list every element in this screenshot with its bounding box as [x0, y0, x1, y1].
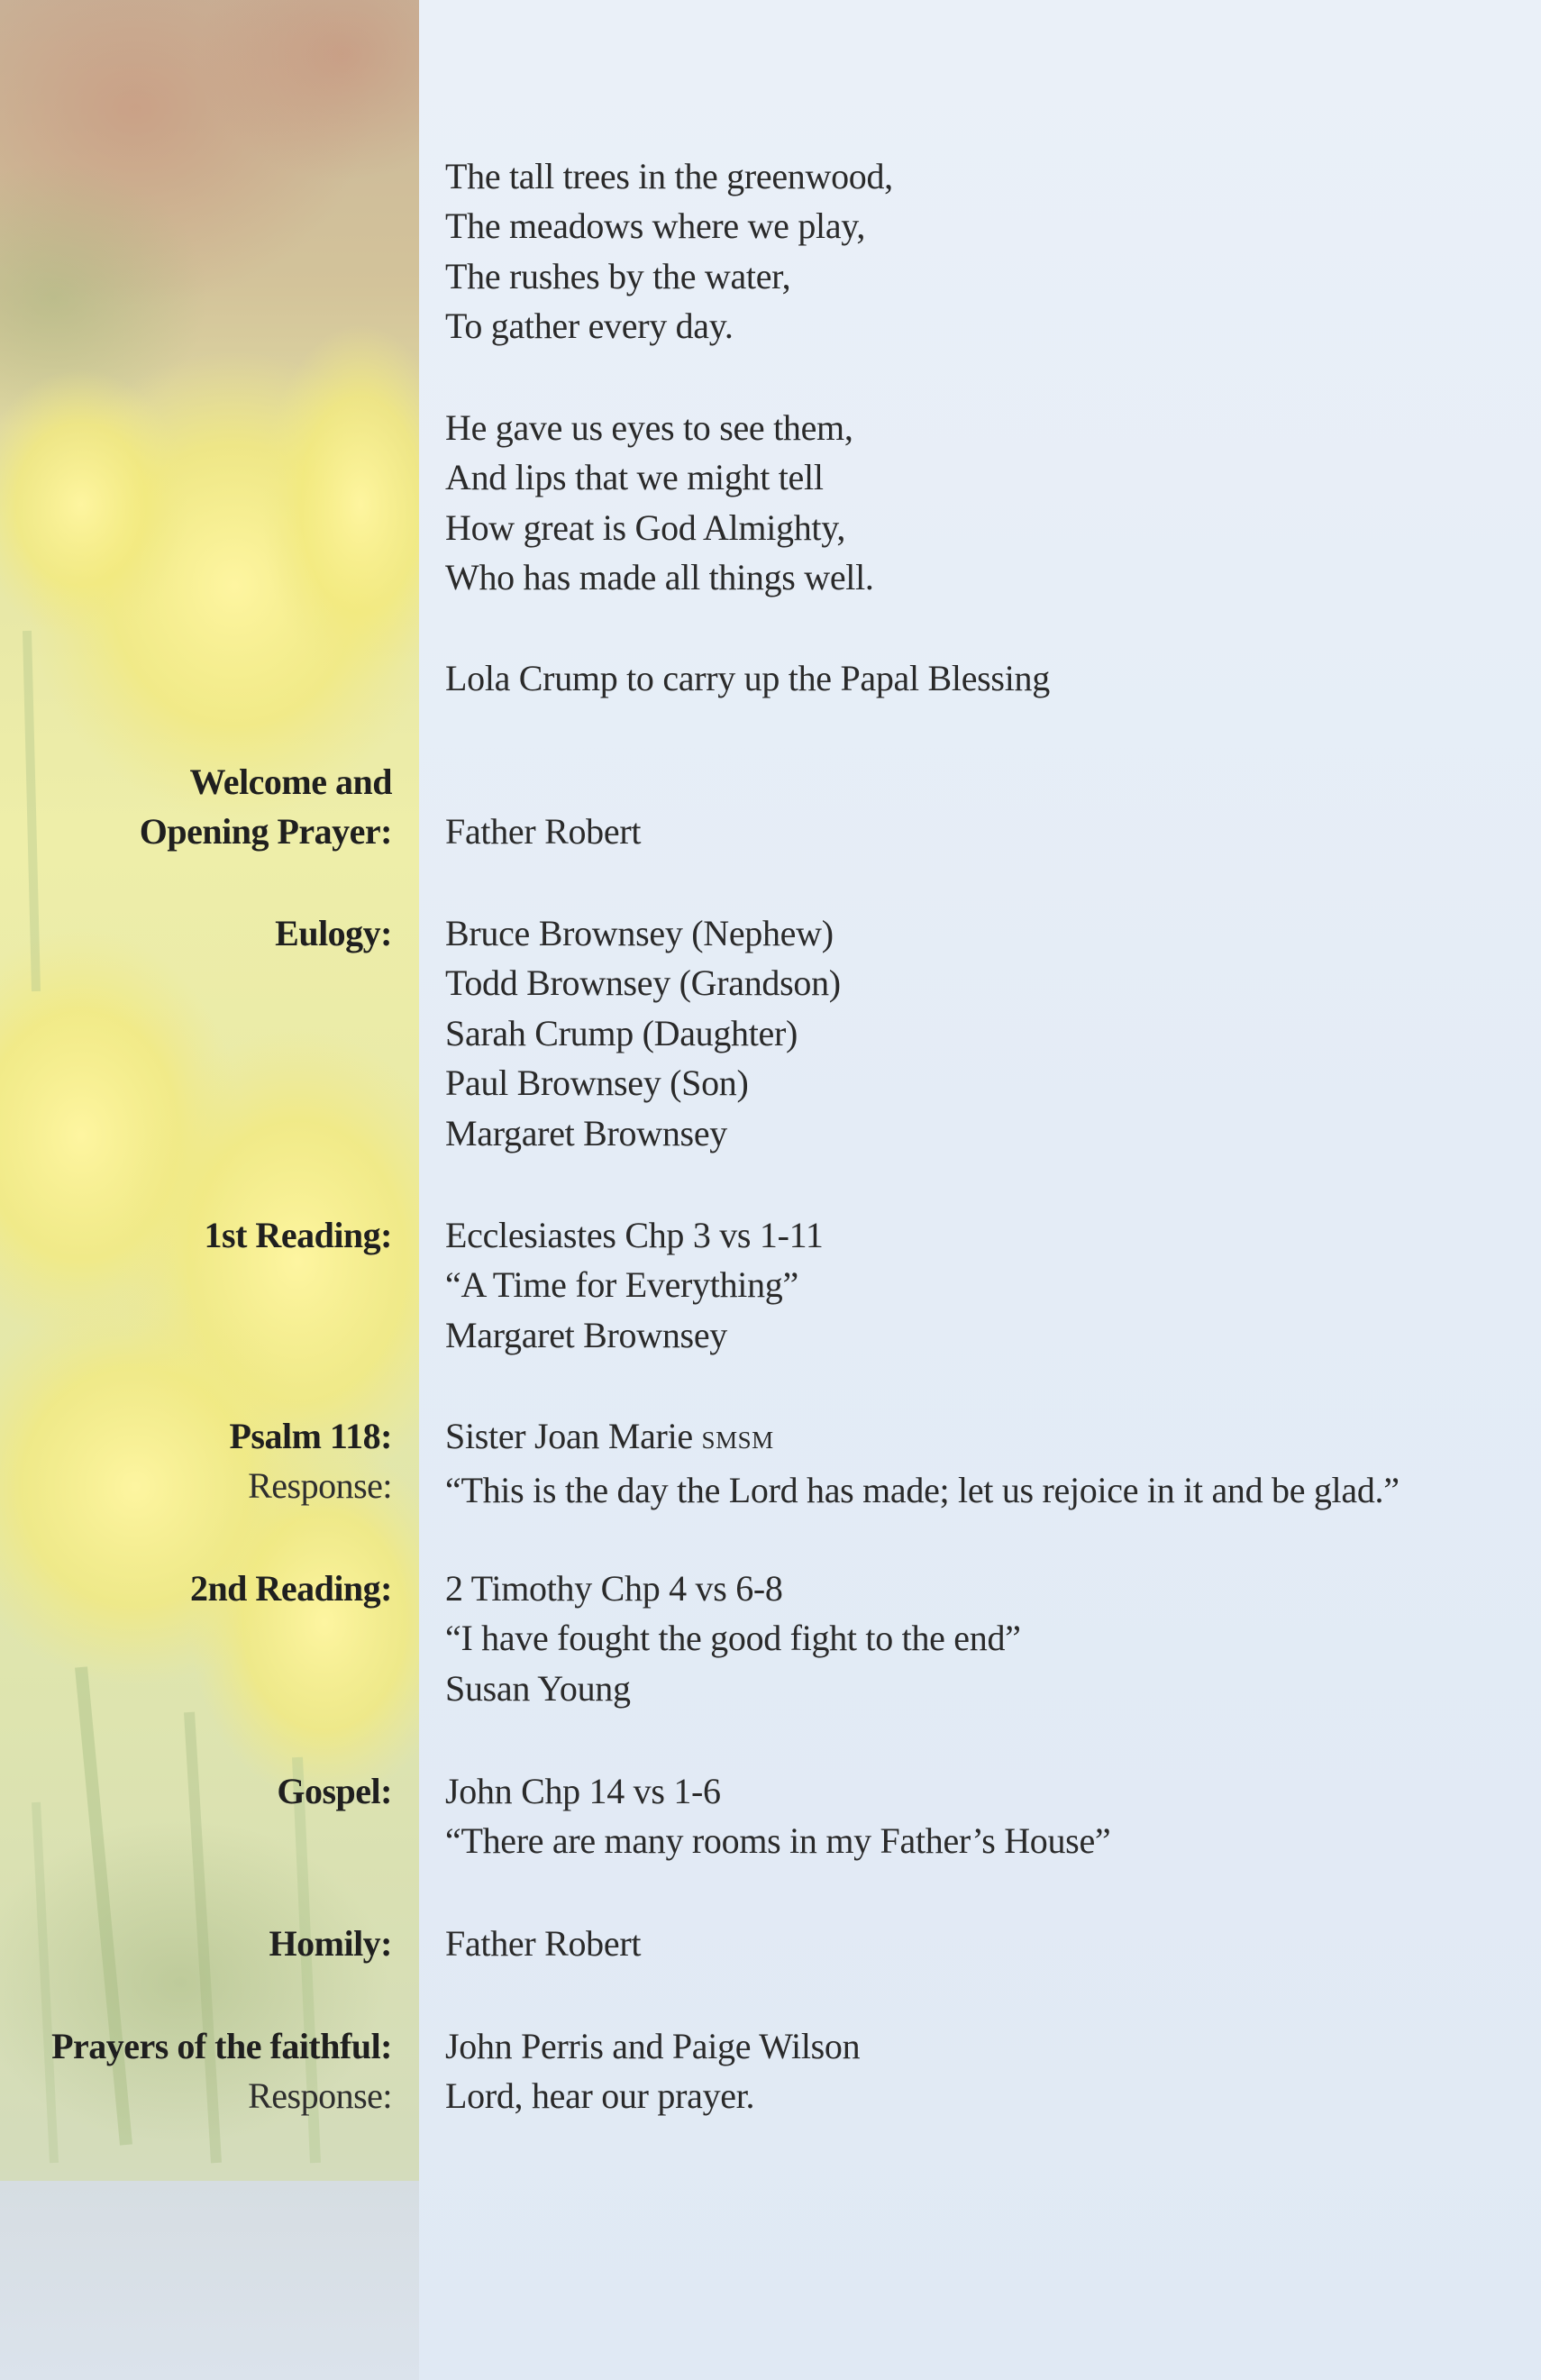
first-reading-title: “A Time for Everything”	[445, 1264, 798, 1306]
psalm-reader-line	[445, 1411, 1527, 1465]
homily-presider: Father Robert	[445, 1923, 642, 1964]
homily-label: Homily:	[269, 1923, 392, 1964]
psalm-reader-suffix: SMSM	[701, 1427, 774, 1454]
psalm-label: Psalm 118:	[229, 1416, 392, 1456]
poem-line: The rushes by the water,	[445, 255, 791, 296]
poem-line: To gather every day.	[445, 305, 734, 347]
eulogy-speaker: Bruce Brownsey (Nephew)	[445, 913, 834, 953]
prayers-response: Lord, hear our prayer.	[445, 2075, 755, 2117]
eulogy-speaker: Paul Brownsey (Son)	[445, 1062, 749, 1104]
poem-line: He gave us eyes to see them,	[445, 407, 853, 448]
eulogy-speaker: Margaret Brownsey	[445, 1112, 727, 1154]
poem-line: The meadows where we play,	[445, 205, 866, 247]
daffodil-image	[0, 0, 419, 2181]
psalm-response-label: Response:	[248, 1465, 392, 1507]
eulogy-speaker: Todd Brownsey (Grandson)	[445, 962, 841, 1004]
first-reading-label: 1st Reading:	[204, 1215, 392, 1255]
psalm-reader: Sister Joan Marie	[445, 1416, 693, 1456]
poem-line: The tall trees in the greenwood,	[445, 156, 893, 196]
eulogy-speaker: Sarah Crump (Daughter)	[445, 1012, 798, 1053]
prayers-response-label: Response:	[248, 2075, 392, 2117]
second-reading-citation: 2 Timothy Chp 4 vs 6-8	[445, 1568, 783, 1609]
poem-line: Who has made all things well.	[445, 557, 874, 598]
first-reading-reader: Margaret Brownsey	[445, 1314, 727, 1355]
psalm-response: “This is the day the Lord has made; let us rejoice in it and be glad.”	[445, 1470, 1400, 1511]
side-panel-footer	[0, 2181, 419, 2380]
gospel-title: “There are many rooms in my Father’s House”	[445, 1820, 1111, 1862]
gospel-citation: John Chp 14 vs 1-6	[445, 1771, 721, 1811]
welcome-label-line2: Opening Prayer:	[139, 811, 392, 853]
second-reading-label: 2nd Reading:	[189, 1568, 392, 1609]
gospel-label: Gospel:	[277, 1771, 392, 1811]
welcome-presider: Father Robert	[445, 811, 642, 853]
prayers-label: Prayers of the faithful:	[51, 2026, 392, 2066]
eulogy-label: Eulogy:	[275, 913, 392, 953]
blessing-text: Lola Crump to carry up the Papal Blessing	[445, 658, 1050, 698]
poem-line: And lips that we might tell	[445, 457, 824, 498]
welcome-label-line1: Welcome and	[189, 761, 392, 802]
second-reading-title: “I have fought the good fight to the end”	[445, 1618, 1021, 1659]
prayers-readers: John Perris and Paige Wilson	[445, 2026, 861, 2066]
first-reading-citation: Ecclesiastes Chp 3 vs 1-11	[445, 1215, 824, 1255]
second-reading-reader: Susan Young	[445, 1667, 631, 1709]
poem-line: How great is God Almighty,	[445, 506, 846, 548]
